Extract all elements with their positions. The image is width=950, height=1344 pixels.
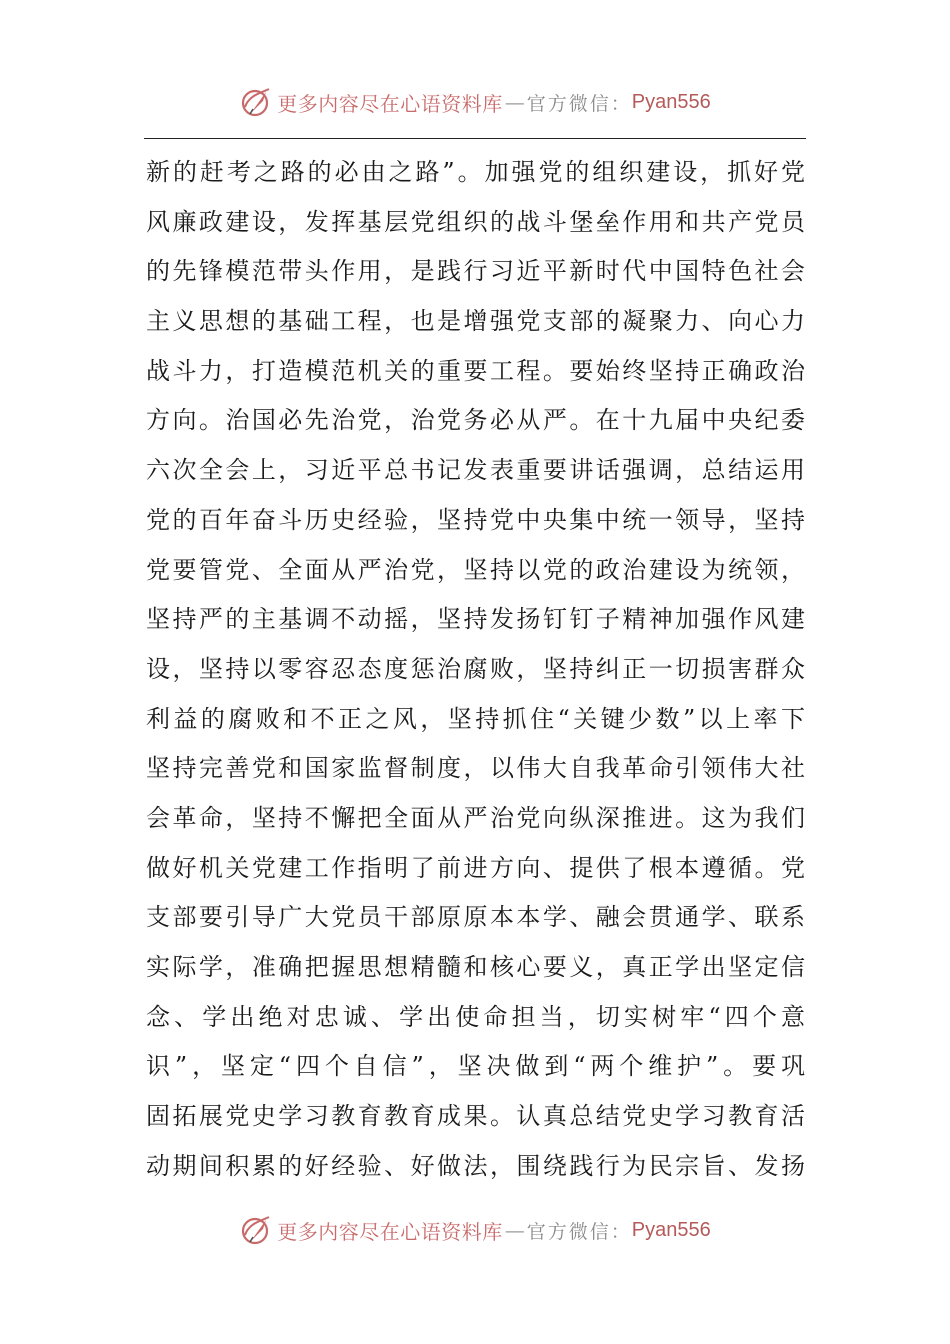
text-line: 方向。治国必先治党，治党务必从严。在十九届中央纪委 [146,406,806,435]
text-line: 风廉政建设，发挥基层党组织的战斗堡垒作用和共产党员 [146,207,806,236]
text-line: 支部要引导广大党员干部原原本本学、融会贯通学、联系 [146,903,806,932]
document-body [146,148,806,1191]
footer-watermark-banner [0,1208,950,1252]
text-line: 念、学出绝对忠诚、学出使命担当，切实树牢“四个意 [146,1002,806,1031]
text-line: 战斗力，打造模范机关的重要工程。要始终坚持正确政治 [146,356,806,385]
text-line: 六次全会上，习近平总书记发表重要讲话强调，总结运用 [146,456,806,485]
text-line: 做好机关党建工作指明了前进方向、提供了根本遵循。党 [146,853,806,882]
text-line: 利益的腐败和不正之风，坚持抓住“关键少数”以上率下 [146,704,806,733]
text-line: 的先锋模范带头作用，是践行习近平新时代中国特色社会 [146,257,806,286]
header-divider [144,138,806,139]
text-line: 会革命，坚持不懈把全面从严治党向纵深推进。这为我们 [146,803,806,832]
text-line: 实际学，准确把握思想精髓和核心要义，真正学出坚定信 [146,953,806,981]
text-line: 固拓展党史学习教育教育成果。认真总结党史学习教育活 [146,1102,806,1131]
banner-separator: — [504,90,525,114]
header-watermark-banner [0,80,950,124]
wechat-id: Pyan556 [631,90,711,113]
text-line: 动期间积累的好经验、好做法，围绕践行为民宗旨、发扬 [146,1151,806,1180]
quill-pen-swirl-icon [239,85,273,119]
text-line: 设，坚持以零容忍态度惩治腐败，坚持纠正一切损害群众 [146,654,806,683]
site-slogan: 更多内容尽在心语资料库 [277,91,503,116]
text-line: 党的百年奋斗历史经验，坚持党中央集中统一领导，坚持 [146,505,806,534]
text-line: 坚持严的主基调不动摇，坚持发扬钉钉子精神加强作风建 [146,605,806,634]
text-line: 党要管党、全面从严治党，坚持以党的政治建设为统领， [146,555,806,584]
wechat-label: 官方微信： [526,92,632,115]
text-line: 坚持完善党和国家监督制度，以伟大自我革命引领伟大社 [146,754,806,783]
banner-separator: — [504,1218,525,1242]
site-slogan: 更多内容尽在心语资料库 [277,1219,503,1244]
wechat-id: Pyan556 [631,1218,711,1241]
text-line: 识”，坚定“四个自信”，坚决做到“两个维护”。要巩 [146,1052,806,1081]
quill-pen-swirl-icon [239,1213,273,1247]
wechat-label: 官方微信： [526,1220,632,1243]
text-line: 新的赶考之路的必由之路”。加强党的组织建设，抓好党 [146,158,806,186]
text-line: 主义思想的基础工程，也是增强党支部的凝聚力、向心力 [146,307,806,336]
